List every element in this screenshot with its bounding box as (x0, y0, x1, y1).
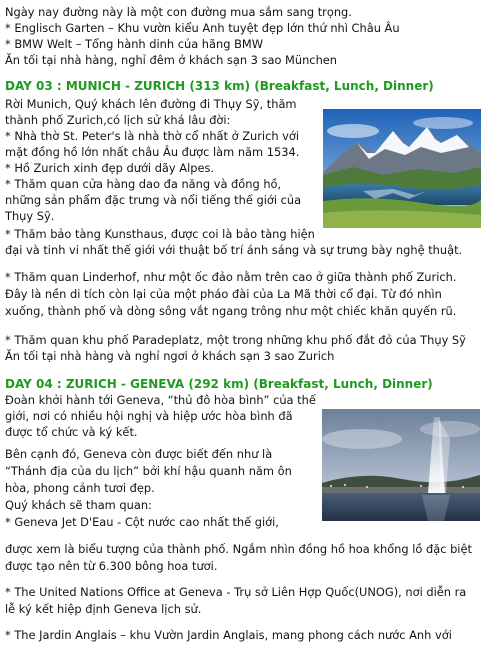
text-line: được xem là biểu tượng của thành phố. Ngắm nhìn đồng hồ hoa khổng lồ đặc biệt (5, 542, 472, 556)
text-line: * Geneva Jet D'Eau - Cột nước cao nhất thế giới, (5, 515, 279, 529)
text-line: Bên cạnh đó, Geneva còn được biết đến như là (5, 447, 273, 461)
text-line: * BMW Welt – Tổng hành dinh của hãng BMW (5, 37, 263, 51)
text-line: những sản phẩm đặc trưng và nổi tiếng thế giới của (5, 193, 302, 207)
text-line: Ăn tối tại nhà hàng và nghỉ ngơi ở khách sạn 3 sao Zurich (5, 349, 335, 363)
text-line: Đây là nền di tích còn lại của một pháo đài của La Mã thời cổ đại. Từ đó nhìn (5, 287, 442, 301)
text-line: mặt đồng hồ lớn nhất châu Âu được làm năm 1534. (5, 145, 300, 159)
text-line: thành phố Zurich,có lịch sử khá lâu đời: (5, 113, 231, 127)
text-line: đại và tinh vi nhất thế giới với thuật bố trí ánh sáng và sự trưng bày nghệ thuật. (5, 243, 463, 257)
alps-lake-photo (323, 109, 481, 228)
text-line: Rời Munich, Quý khách lên đường đi Thụy Sỹ, thăm (5, 97, 297, 111)
geneva-jet-deau-photo (322, 409, 480, 521)
day-04-heading: DAY 04 : ZURICH - GENEVA (292 km) (Breakfast, Lunch, Dinner) (5, 377, 433, 391)
text-line: * Englisch Garten – Khu vườn kiểu Anh tuyệt đẹp lớn thứ nhì Châu Âu (5, 21, 400, 35)
text-line: giới, nơi có nhiều hội nghị và hiệp ước hòa bình đã (5, 409, 293, 423)
text-line: lễ ký kết hiệp định Geneva lịch sử. (5, 602, 202, 616)
text-line: Ngày nay đường này là một con đường mua sắm sang trọng. (5, 5, 352, 19)
text-line: xuống, thành phố và dòng sông vắt ngang trông như một chiếc khăn quyến rũ. (5, 304, 457, 318)
text-line: * Thăm quan khu phố Paradeplatz, một trong những khu phố đắt đỏ của Thụy Sỹ (5, 333, 466, 347)
text-line: Đoàn khởi hành tới Geneva, “thủ đô hòa bình” của thế (5, 393, 316, 407)
text-line: Ăn tối tại nhà hàng, nghỉ đêm ở khách sạn 3 sao München (5, 53, 338, 67)
text-line: hòa, phong cảnh tươi đẹp. (5, 481, 155, 495)
text-line: * The United Nations Office at Geneva - Trụ sở Liên Hợp Quốc(UNOG), nơi diễn ra (5, 585, 467, 599)
day-03-heading: DAY 03 : MUNICH - ZURICH (313 km) (Breakfast, Lunch, Dinner) (5, 79, 434, 93)
text-line: được tạo nên từ 6.300 bông hoa tươi. (5, 559, 218, 573)
text-line: được tổ chức và ký kết. (5, 425, 138, 439)
text-line: Thụy Sỹ. (5, 209, 55, 223)
text-line: * Thăm bảo tàng Kunsthaus, được coi là bảo tàng hiện (5, 227, 315, 241)
text-line: Quý khách sẽ tham quan: (5, 498, 152, 512)
text-line: * Thăm quan Linderhof, như một ốc đảo nằm trên cao ở giữa thành phố Zurich. (5, 270, 457, 284)
text-line: * Hồ Zurich xinh đẹp dưới dãy Alpes. (5, 161, 215, 175)
text-line: * Nhà thờ St. Peter's là nhà thờ cổ nhất ở Zurich với (5, 129, 300, 143)
text-line: * Thăm quan cửa hàng dao đa năng và đồng hồ, (5, 177, 282, 191)
text-line: * The Jardin Anglais – khu Vườn Jardin Anglais, mang phong cách nước Anh với (5, 628, 452, 642)
text-line: “Thánh địa của du lịch” bởi khí hậu quanh năm ôn (5, 464, 292, 478)
